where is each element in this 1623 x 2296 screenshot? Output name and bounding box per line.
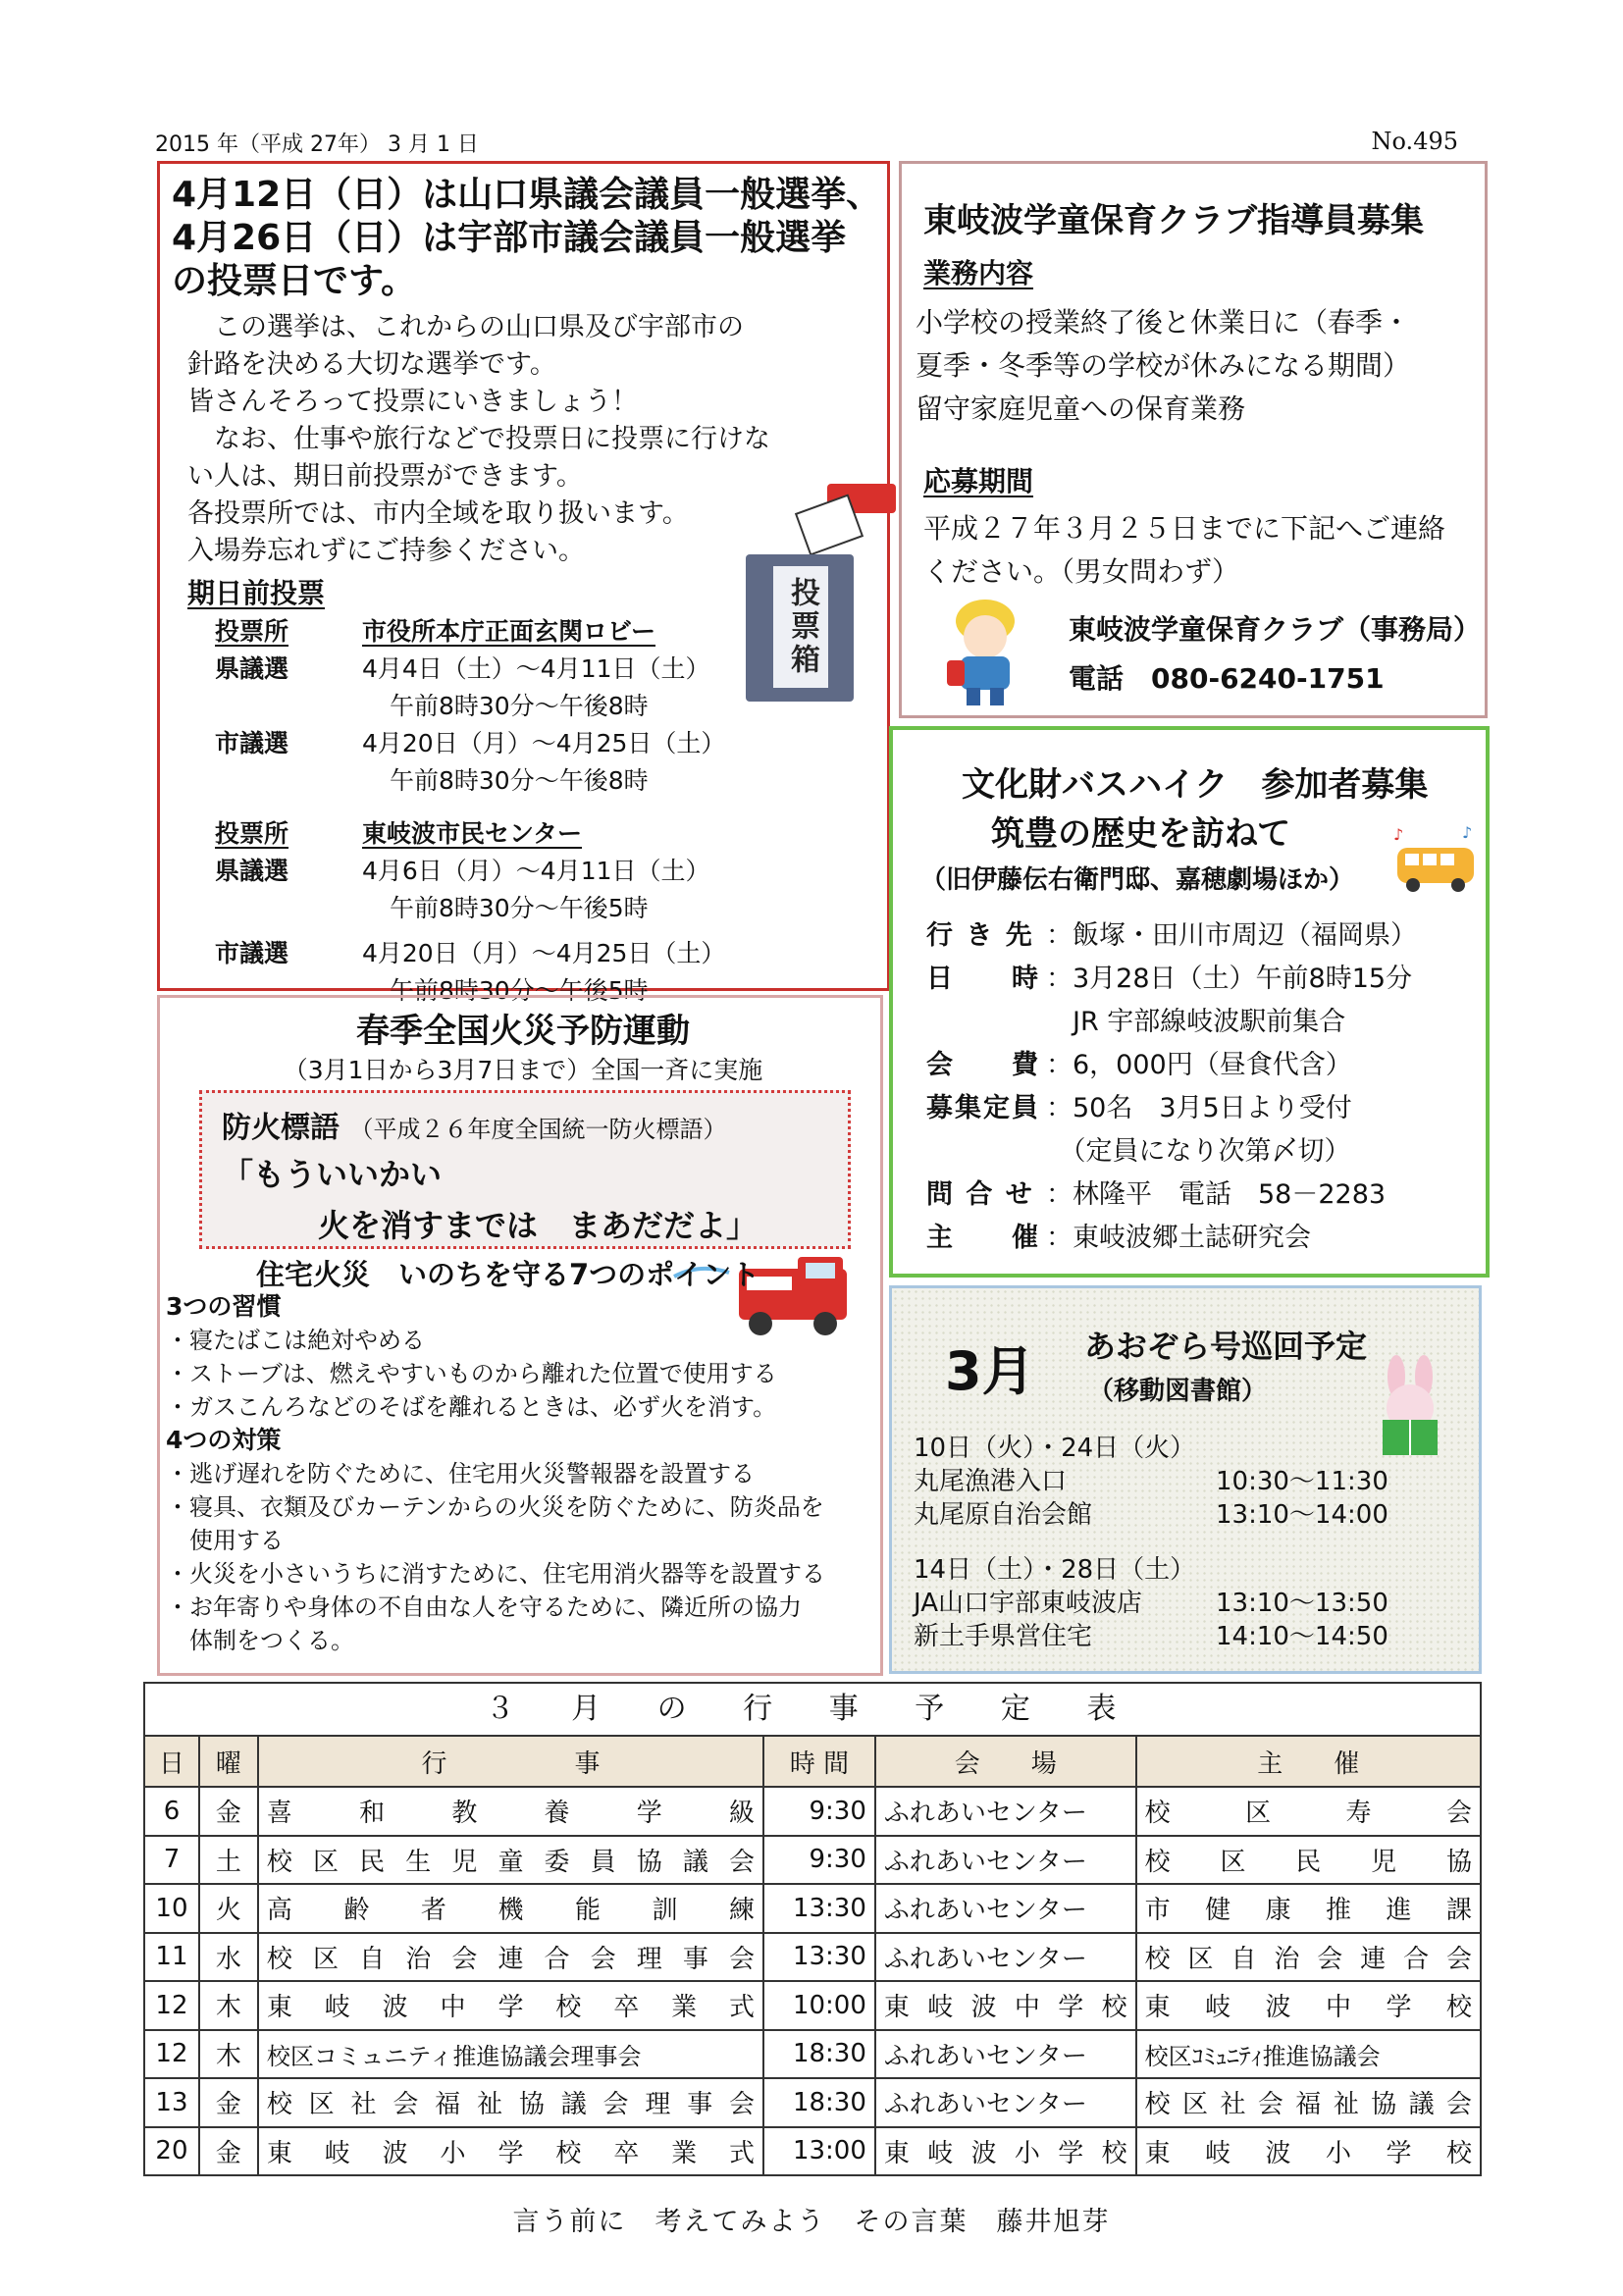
- election-type: 市議選: [215, 729, 289, 757]
- library-stop: [914, 1465, 1388, 1498]
- event-venue: 東岐波中学校: [875, 1981, 1136, 2030]
- event-name: 校区コミュニティ推進協議会理事会: [258, 2030, 763, 2079]
- hike-destinations: （旧伊藤伝右衛門邸、嘉穂劇場ほか）: [920, 865, 1355, 895]
- location-header: [215, 613, 725, 651]
- club-work-heading: 業務内容: [923, 257, 1034, 289]
- hike-row-label: 行 き 先: [926, 920, 1034, 951]
- fire-points-body: [166, 1290, 825, 1657]
- club-contact: [1069, 605, 1481, 704]
- hike-row: [926, 1044, 1417, 1087]
- event-weekday: 金: [199, 2127, 258, 2176]
- election-type: 県議選: [215, 857, 289, 885]
- event-day: 12: [144, 2030, 199, 2079]
- library-dates: 14日（土）・28日（土）: [914, 1555, 1196, 1585]
- event-day: 11: [144, 1933, 199, 1982]
- election-hours: 午前8時30分～午後8時: [390, 766, 649, 795]
- location-label: 投票所: [215, 617, 289, 646]
- col-time: 時 間: [763, 1736, 875, 1787]
- event-venue: ふれあいセンター: [875, 1836, 1136, 1885]
- event-table: [143, 1735, 1482, 2176]
- table-row: [144, 1884, 1481, 1933]
- club-recruitment: [899, 161, 1488, 718]
- schedule-hours-row: [215, 890, 725, 927]
- library-stop: [914, 1587, 1388, 1620]
- election-body-line: 皆さんそろって投票にいきましょう！: [187, 387, 638, 417]
- hike-row-value: ：飯塚・田川市周辺（福岡県）: [1046, 920, 1417, 951]
- library-stops: [914, 1432, 1388, 1653]
- schedule-row: [215, 853, 725, 890]
- ballot-box-illustration: [746, 554, 854, 702]
- library-stop-place: 丸尾原自治会館: [914, 1500, 1093, 1530]
- event-host: 東岐波中学校: [1136, 1981, 1481, 2030]
- hike-title: 文化財バスハイク 参加者募集: [962, 765, 1429, 805]
- col-host: 主 催: [1136, 1736, 1481, 1787]
- library-subtitle: （移動図書館）: [1088, 1377, 1268, 1406]
- event-venue: ふれあいセンター: [875, 1933, 1136, 1982]
- library-title: あおぞら号巡回予定: [1084, 1328, 1368, 1365]
- event-host: 校区自治会連合会: [1136, 1933, 1481, 1982]
- mobile-library-schedule: [889, 1285, 1482, 1674]
- hike-row: [926, 958, 1417, 1001]
- event-venue: 東岐波小学校: [875, 2127, 1136, 2176]
- club-contact-phone: 電話 080-6240-1751: [1069, 662, 1385, 695]
- library-stop-place: 新土手県営住宅: [914, 1622, 1093, 1651]
- measure-item: 体制をつくる。: [166, 1627, 354, 1654]
- hike-row-label: 会 費: [926, 1050, 1040, 1080]
- club-work-line: 小学校の授業終了後と休業日に（春季・: [916, 306, 1411, 339]
- svg-text:♪: ♪: [1393, 825, 1404, 844]
- bus-hike-notice: [889, 726, 1490, 1278]
- hike-row-label: [926, 1001, 1046, 1044]
- event-time: 13:00: [763, 2127, 875, 2176]
- event-weekday: 金: [199, 2078, 258, 2127]
- event-weekday: 水: [199, 1933, 258, 1982]
- library-stop: [914, 1498, 1388, 1532]
- hike-row: [926, 1001, 1417, 1044]
- event-time: 10:00: [763, 1981, 875, 2030]
- measures-heading: 4つの対策: [166, 1426, 282, 1454]
- event-time: 9:30: [763, 1836, 875, 1885]
- event-name: 喜和教養学級: [258, 1787, 763, 1836]
- table-row: [144, 2078, 1481, 2127]
- election-hours: 午前8時30分～午後8時: [390, 692, 649, 720]
- event-name: 東岐波小学校卒業式: [258, 2127, 763, 2176]
- hike-row-value: ：3月28日（土）午前8時15分: [1046, 964, 1413, 994]
- library-month: 3月: [945, 1340, 1035, 1402]
- election-body-line: い人は、期日前投票ができます。: [187, 461, 583, 492]
- slogan-note: （平成２６年度全国統一防火標語）: [349, 1116, 727, 1143]
- election-body-line: この選挙は、これからの山口県及び宇部市の: [187, 312, 744, 342]
- location-header: [215, 815, 725, 853]
- svg-text:♪: ♪: [1462, 823, 1473, 842]
- library-stop-place: JA山口宇部東岐波店: [914, 1589, 1142, 1618]
- election-body-line: なお、仕事や旅行などで投票日に投票に行けな: [187, 424, 770, 454]
- club-period-line: 平成２７年３月２５日までに下記へご連絡: [923, 512, 1446, 545]
- event-name: 高齢者機能訓練: [258, 1884, 763, 1933]
- event-host: 校区社会福祉協議会: [1136, 2078, 1481, 2127]
- ballot-hand-illustration: [788, 478, 906, 566]
- event-venue: ふれあいセンター: [875, 1884, 1136, 1933]
- library-stop-place: 丸尾漁港入口: [914, 1467, 1068, 1496]
- hike-row-label: 問 合 せ: [926, 1179, 1034, 1210]
- hike-row: [926, 1130, 1417, 1174]
- fire-subtitle: （3月1日から3月7日まで）全国一斉に実施: [283, 1056, 763, 1084]
- col-event: 行 事: [258, 1736, 763, 1787]
- event-day: 7: [144, 1836, 199, 1885]
- slogan-line: 火を消すまでは まあだだよ」: [318, 1207, 759, 1244]
- election-notice: [157, 161, 890, 1005]
- election-body: [187, 309, 770, 570]
- event-venue: ふれあいセンター: [875, 2030, 1136, 2079]
- library-stop-time: 10:30～11:30: [1216, 1467, 1388, 1496]
- event-day: 12: [144, 1981, 199, 2030]
- library-stop-time: 13:10～13:50: [1216, 1589, 1388, 1618]
- schedule-hours-row: [215, 688, 725, 725]
- event-host: 校区寿会: [1136, 1787, 1481, 1836]
- early-voting-heading: 期日前投票: [187, 577, 326, 609]
- hike-row-label: 日 時: [926, 964, 1040, 994]
- event-time: 9:30: [763, 1787, 875, 1836]
- slogan-heading-label: 防火標語: [222, 1111, 340, 1145]
- event-venue: ふれあいセンター: [875, 1787, 1136, 1836]
- location-label: 投票所: [215, 819, 289, 848]
- slogan-heading: [222, 1103, 726, 1146]
- election-body-line: 針路を決める大切な選挙です。: [187, 349, 556, 380]
- event-day: 20: [144, 2127, 199, 2176]
- ballot-box-label: 投票箱: [773, 566, 828, 688]
- hike-row-label: [926, 1130, 1046, 1174]
- hike-row-value: ：6，000円（昼食代含）: [1046, 1050, 1352, 1080]
- issue-number: No.495: [1371, 128, 1458, 155]
- event-table-header: [144, 1736, 1481, 1787]
- bus-icon: [1384, 818, 1482, 897]
- early-voting-schedule: [215, 613, 725, 1010]
- event-name: 東岐波中学校卒業式: [258, 1981, 763, 2030]
- hike-row-value: ：東岐波郷土誌研究会: [1046, 1223, 1311, 1253]
- event-time: 18:30: [763, 2030, 875, 2079]
- club-work-line: 夏季・冬季等の学校が休みになる期間）: [916, 349, 1411, 382]
- table-row: [144, 2030, 1481, 2079]
- event-weekday: 木: [199, 1981, 258, 2030]
- event-day: 13: [144, 2078, 199, 2127]
- election-title: [172, 174, 881, 303]
- election-hours: 午前8時30分～午後5時: [390, 976, 649, 1005]
- election-dates: 4月20日（月）～4月25日（土）: [362, 939, 726, 967]
- measure-item: ・逃げ遅れを防ぐために、住宅用火災警報器を設置する: [166, 1460, 755, 1487]
- col-venue: 会 場: [875, 1736, 1136, 1787]
- club-work-text: [916, 301, 1410, 431]
- hike-details: [926, 914, 1417, 1260]
- table-row: [144, 1981, 1481, 2030]
- table-row: [144, 1836, 1481, 1885]
- habit-item: ・ストーブは、燃えやすいものから離れた位置で使用する: [166, 1360, 777, 1387]
- measure-item: ・お年寄りや身体の不自由な人を守るために、隣近所の協力: [166, 1593, 802, 1621]
- habits-heading: 3つの習慣: [166, 1292, 282, 1321]
- schedule-row: [215, 651, 725, 688]
- hike-row: [926, 1174, 1417, 1217]
- event-name: 校区自治会連合会理事会: [258, 1933, 763, 1982]
- election-title-line: の投票日です。: [172, 261, 417, 301]
- election-type: 市議選: [215, 939, 289, 967]
- slogan-line: 「もういいかい: [222, 1156, 443, 1193]
- event-name: 校区民生児童委員協議会: [258, 1836, 763, 1885]
- child-illustration: [931, 592, 1039, 709]
- event-name: 校区社会福祉協議会理事会: [258, 2078, 763, 2127]
- event-host: 市健康推進課: [1136, 1884, 1481, 1933]
- table-row: [144, 1787, 1481, 1836]
- election-body-line: 各投票所では、市内全域を取り扱います。: [187, 498, 689, 529]
- habit-item: ・寝たばこは絶対やめる: [166, 1327, 425, 1354]
- club-period-text: [923, 507, 1445, 594]
- election-title-line: 4月26日（日）は宇部市議会議員一般選挙: [172, 218, 847, 258]
- event-weekday: 金: [199, 1787, 258, 1836]
- hike-row-value: ：50名 3月5日より受付: [1046, 1093, 1352, 1123]
- fire-title: 春季全国火災予防運動: [356, 1012, 690, 1051]
- schedule-row: [215, 725, 725, 762]
- club-period-heading: 応募期間: [923, 465, 1034, 497]
- event-weekday: 木: [199, 2030, 258, 2079]
- event-host: 校区民児協: [1136, 1836, 1481, 1885]
- hike-row-value: ：林隆平 電話 58－2283: [1046, 1179, 1387, 1210]
- club-title: 東岐波学童保育クラブ指導員募集: [923, 201, 1424, 240]
- library-stop-time: 13:10～14:00: [1216, 1500, 1388, 1530]
- col-day: 日: [144, 1736, 199, 1787]
- hike-row: [926, 1087, 1417, 1130]
- schedule-hours-row: [215, 762, 725, 800]
- fire-points-title: 住宅火災 いのちを守る7つのポイント: [256, 1258, 760, 1291]
- event-host: 校区ｺﾐｭﾆﾃｨ推進協議会: [1136, 2030, 1481, 2079]
- table-row: [144, 2127, 1481, 2176]
- hike-row-label: 募集定員: [926, 1093, 1040, 1123]
- library-stop: [914, 1620, 1388, 1653]
- hike-row-label: 主 催: [926, 1223, 1040, 1253]
- hike-row-value: JR 宇部線岐波駅前集合: [1046, 1007, 1346, 1037]
- election-dates: 4月6日（月）～4月11日（土）: [362, 857, 710, 885]
- event-time: 13:30: [763, 1884, 875, 1933]
- election-body-line: 入場券忘れずにご持参ください。: [187, 536, 585, 566]
- library-dates: 10日（火）・24日（火）: [914, 1434, 1196, 1463]
- election-dates: 4月4日（土）～4月11日（土）: [362, 654, 710, 683]
- schedule-row: [215, 935, 725, 972]
- event-venue: ふれあいセンター: [875, 2078, 1136, 2127]
- fire-slogan-box: [199, 1090, 851, 1249]
- event-table-title: ３ 月 の 行 事 予 定 表: [143, 1682, 1482, 1735]
- measure-item: 使用する: [166, 1527, 284, 1554]
- club-work-line: 留守家庭児童への保育業務: [916, 392, 1246, 425]
- event-weekday: 火: [199, 1884, 258, 1933]
- hike-row: [926, 1217, 1417, 1260]
- col-weekday: 曜: [199, 1736, 258, 1787]
- event-time: 13:30: [763, 1933, 875, 1982]
- event-day: 10: [144, 1884, 199, 1933]
- hike-row: [926, 914, 1417, 958]
- measure-item: ・火災を小さいうちに消すために、住宅用消火器等を設置する: [166, 1560, 825, 1588]
- hike-row-value: （定員になり次第〆切）: [1046, 1136, 1351, 1167]
- event-weekday: 土: [199, 1836, 258, 1885]
- election-hours: 午前8時30分～午後5時: [390, 894, 649, 922]
- measure-item: ・寝具、衣類及びカーテンからの火災を防ぐために、防炎品を: [166, 1493, 824, 1521]
- event-time: 18:30: [763, 2078, 875, 2127]
- location-name: 市役所本庁正面玄関ロビー: [362, 617, 656, 646]
- club-period-line: ください。（男女問わず）: [923, 555, 1240, 588]
- library-stop-time: 14:10～14:50: [1216, 1622, 1388, 1651]
- footer-motto: 言う前に 考えてみよう その言葉 藤井旭芽: [512, 2207, 1111, 2237]
- election-type: 県議選: [215, 654, 289, 683]
- table-row: [144, 1933, 1481, 1982]
- issue-date: 2015 年（平成 27年） 3 月 1 日: [155, 132, 479, 157]
- event-host: 東岐波小学校: [1136, 2127, 1481, 2176]
- club-contact-name: 東岐波学童保育クラブ（事務局）: [1069, 613, 1482, 646]
- location-name: 東岐波市民センター: [362, 819, 583, 848]
- event-day: 6: [144, 1787, 199, 1836]
- election-title-line: 4月12日（日）は山口県議会議員一般選挙、: [172, 175, 882, 215]
- fire-prevention-notice: [157, 995, 883, 1676]
- hike-subtitle: 筑豊の歴史を訪ねて: [991, 814, 1291, 854]
- election-dates: 4月20日（月）～4月25日（土）: [362, 729, 726, 757]
- habit-item: ・ガスこんろなどのそばを離れるときは、必ず火を消す。: [166, 1393, 777, 1421]
